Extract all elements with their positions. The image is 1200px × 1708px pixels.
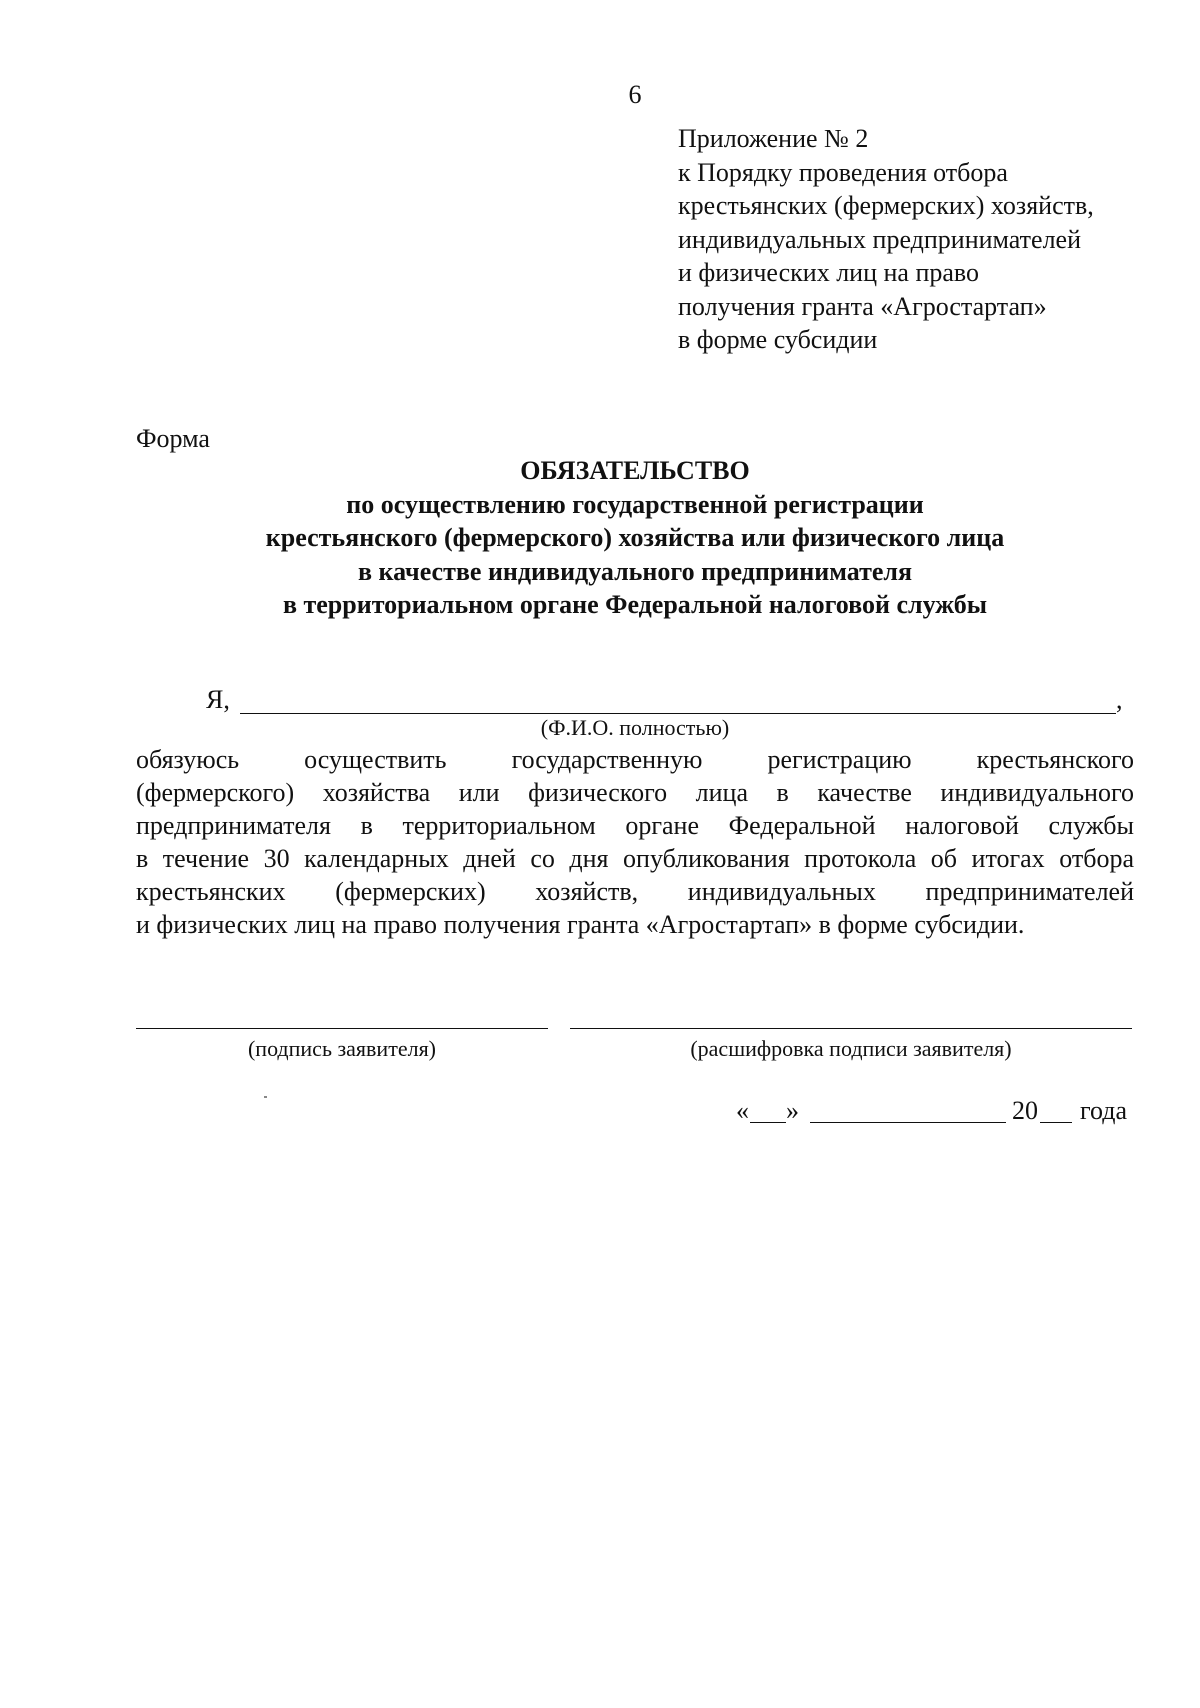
body-line: (фермерского) хозяйства или физического лица в качестве индивидуального [136, 778, 1134, 807]
appendix-line: в форме субсидии [678, 325, 878, 354]
title-line: крестьянского (фермерского) хозяйства или физического лица [265, 523, 1005, 552]
date-century: 20 [1012, 1096, 1038, 1125]
appendix-line: получения гранта «Агростартап» [678, 291, 1047, 321]
title-heading: ОБЯЗАТЕЛЬСТВО [520, 456, 750, 485]
applicant-signature-caption: (подпись заявителя) [247, 1036, 437, 1061]
page-number: 6 [628, 80, 642, 109]
title-line: в качестве индивидуального предпринимателя [357, 556, 913, 586]
appendix-line: Приложение № 2 [678, 124, 869, 153]
body-line: в течение 30 календарных дней со дня опубликования протокола об итогах отбора [136, 844, 1134, 873]
title-line: в территориальном органе Федеральной налоговой службы [282, 590, 988, 619]
signature-decryption-field[interactable] [570, 1028, 1132, 1029]
declarant-suffix: , [1116, 685, 1123, 714]
body-line: крестьянских (фермерских) хозяйств, индивидуальных предпринимателей [136, 877, 1134, 906]
date-year-word: года [1080, 1096, 1128, 1125]
date-row [736, 1096, 1136, 1130]
appendix-line: к Порядку проведения отбора [678, 157, 1008, 187]
form-label: Форма [136, 424, 210, 453]
date-open-quote: « [736, 1096, 749, 1125]
body-line: и физических лиц на право получения гранта «Агростартап» в форме субсидии. [136, 910, 1025, 939]
year-field[interactable] [1040, 1122, 1072, 1123]
appendix-line: крестьянских (фермерских) хозяйств, [678, 191, 1094, 220]
declarant-name-row [206, 685, 1126, 719]
appendix-header [678, 122, 1094, 357]
appendix-line: и физических лиц на право [678, 258, 980, 287]
body-line: обязуюсь осуществить государственную регистрацию крестьянского [136, 745, 1134, 774]
month-field[interactable] [810, 1122, 1006, 1123]
full-name-field[interactable] [240, 713, 1116, 714]
signature-decryption-caption: (расшифровка подписи заявителя) [690, 1036, 1012, 1061]
document-title [0, 454, 1200, 622]
title-line: по осуществлению государственной регистрации [346, 489, 924, 519]
day-field[interactable] [750, 1122, 786, 1123]
body-line: предпринимателя в территориальном органе Федеральной налоговой службы [136, 811, 1134, 840]
date-close-quote: » [786, 1096, 799, 1125]
obligation-text [136, 743, 1134, 941]
full-name-hint: (Ф.И.О. полностью) [540, 715, 730, 740]
applicant-signature-field[interactable] [136, 1028, 548, 1029]
declarant-prefix: Я, [206, 685, 230, 714]
appendix-line: индивидуальных предпринимателей [678, 224, 1081, 254]
scan-speck [264, 1096, 267, 1098]
